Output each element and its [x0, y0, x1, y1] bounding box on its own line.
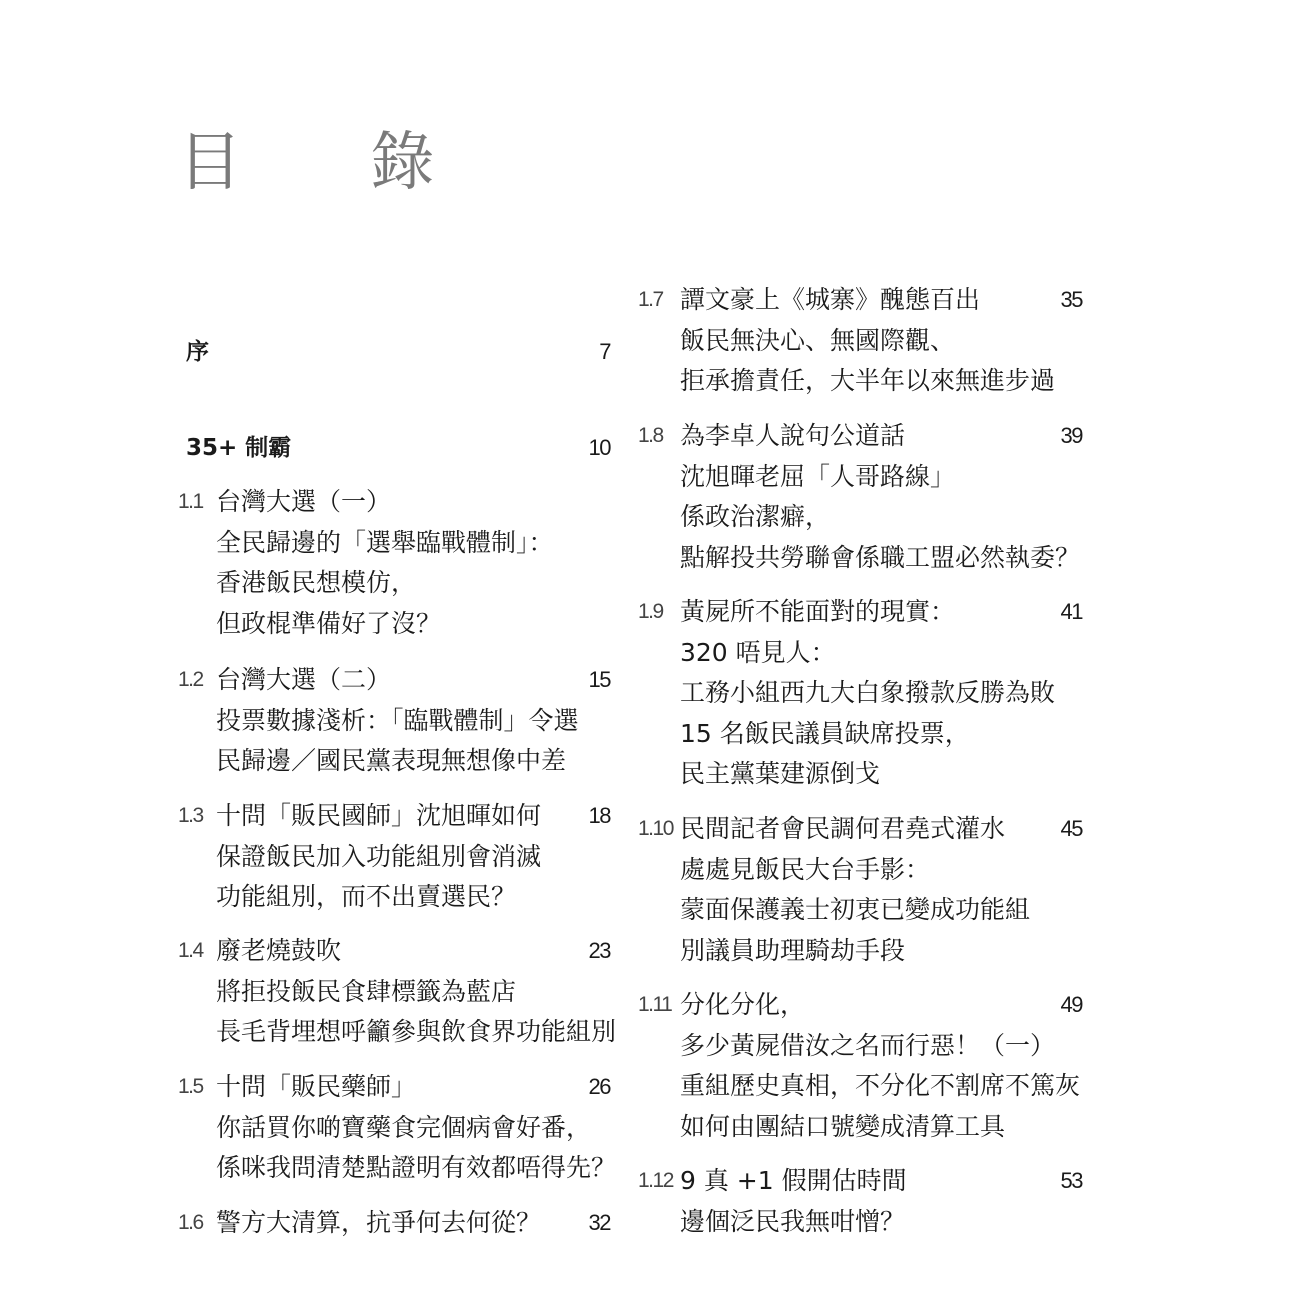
- entry-title-line: 你話買你啲寶藥食完個病會好番，: [216, 1112, 592, 1142]
- toc-line: [638, 809, 1090, 850]
- toc-entry[interactable]: [178, 796, 618, 918]
- entry-number: 1.9: [638, 600, 663, 623]
- toc-line: [178, 931, 618, 972]
- entry-number: 1.3: [178, 804, 203, 827]
- entry-number: 1.4: [178, 939, 203, 962]
- toc-entry[interactable]: [178, 660, 618, 782]
- toc-entry[interactable]: [638, 1161, 1090, 1242]
- entry-number: 1.2: [178, 668, 203, 691]
- entry-title-line: 十問「販民國師」沈旭暉如何: [216, 801, 542, 830]
- toc-line: [178, 796, 618, 837]
- page-number: 45: [1060, 816, 1082, 841]
- toc-line: [638, 633, 1090, 674]
- entry-title-line: 將拒投飯民食肆標籤為藍店: [216, 976, 517, 1006]
- toc-line: [638, 1202, 1090, 1243]
- page-number: 32: [588, 1210, 610, 1235]
- toc-line: [638, 592, 1090, 633]
- entry-number: 1.12: [638, 1169, 673, 1192]
- toc-line: [178, 1108, 618, 1149]
- toc-section[interactable]: [178, 332, 618, 373]
- toc-line: [638, 497, 1090, 538]
- page-number: 41: [1060, 599, 1082, 624]
- entry-title-line: 係政治潔癖，: [680, 502, 831, 531]
- toc-line: [178, 1012, 618, 1053]
- entry-title-line: 黃屍所不能面對的現實：: [680, 597, 956, 626]
- entry-title-line: 十問「販民藥師」: [216, 1072, 417, 1101]
- toc-entry[interactable]: [638, 592, 1090, 795]
- entry-title-line: 係咪我問清楚點證明有效都唔得先？: [216, 1153, 617, 1182]
- toc-entry[interactable]: [638, 985, 1090, 1147]
- page-number: 39: [1060, 423, 1082, 448]
- entry-title-line: 點解投共勞聯會係職工盟必然執委？: [680, 542, 1081, 572]
- entry-title-line: 320 唔見人：: [680, 637, 836, 667]
- entry-title-line: 全民歸邊的「選舉臨戰體制」：: [216, 527, 554, 557]
- toc-line: [638, 714, 1090, 755]
- toc-line: [638, 280, 1090, 321]
- entry-title-line: 15 名飯民議員缺席投票，: [680, 718, 970, 748]
- entry-title-line: 如何由團結口號變成清算工具: [680, 1111, 1006, 1141]
- entry-title-line: 蒙面保護義士初衷已變成功能組: [680, 895, 1031, 924]
- toc-entry[interactable]: [638, 809, 1090, 971]
- entry-title-line: 警方大清算，抗爭何去何從？: [216, 1208, 542, 1237]
- entry-title-line: 別議員助理騎劫手段: [680, 935, 906, 965]
- toc-line: [638, 1026, 1090, 1067]
- toc-line: [178, 604, 618, 645]
- entry-title-line: 民間記者會民調何君堯式灌水: [680, 814, 1006, 843]
- toc-line: [178, 701, 618, 742]
- toc-line: [638, 538, 1090, 579]
- toc-line: [638, 673, 1090, 714]
- page-number: 35: [1060, 287, 1082, 312]
- entry-number: 1.8: [638, 424, 663, 447]
- toc-line: [178, 741, 618, 782]
- entry-title-line: 35+ 制霸: [186, 435, 292, 461]
- toc-line: [178, 877, 618, 918]
- entry-number: 1.10: [638, 817, 673, 840]
- page-number: 7: [599, 339, 610, 364]
- toc-line: [638, 850, 1090, 891]
- entry-title-line: 香港飯民想模仿，: [216, 568, 417, 597]
- toc-line: [638, 321, 1090, 362]
- entry-number: 1.11: [638, 993, 672, 1016]
- entry-title-line: 功能組別，而不出賣選民？: [216, 882, 517, 911]
- page-number: 15: [588, 667, 610, 692]
- toc-line: [638, 754, 1090, 795]
- toc-line: [178, 1067, 618, 1108]
- entry-title-line: 台灣大選（一）: [216, 487, 392, 516]
- entry-number: 1.6: [178, 1211, 203, 1234]
- entry-number: 1.7: [638, 288, 663, 311]
- entry-title-line: 保證飯民加入功能組別會消滅: [216, 841, 542, 871]
- entry-title-line: 拒承擔責任，大半年以來無進步過: [680, 366, 1056, 395]
- page-number: 49: [1060, 992, 1082, 1017]
- entry-title-line: 民主黨葉建源倒戈: [680, 759, 881, 788]
- entry-title-line: 飯民無決心、無國際觀、: [680, 325, 956, 355]
- toc-line: [638, 931, 1090, 972]
- toc-line: [178, 563, 618, 604]
- entry-title-line: 台灣大選（二）: [216, 665, 392, 694]
- entry-title-line: 分化分化，: [680, 990, 806, 1019]
- entry-title-line: 民歸邊／國民黨表現無想像中差: [216, 746, 567, 775]
- toc-line: [178, 428, 618, 469]
- toc-line: [638, 985, 1090, 1026]
- toc-line: [638, 1066, 1090, 1107]
- toc-entry[interactable]: [638, 280, 1090, 402]
- entry-title-line: 處處見飯民大台手影：: [680, 854, 931, 884]
- toc-line: [638, 1107, 1090, 1148]
- entry-title-line: 投票數據淺析：「臨戰體制」令選: [216, 705, 579, 735]
- toc-entry[interactable]: [178, 482, 618, 644]
- entry-title-line: 為李卓人說句公道話: [680, 421, 906, 450]
- page-number: 18: [588, 803, 610, 828]
- toc-line: [178, 837, 618, 878]
- entry-title-line: 序: [186, 339, 209, 365]
- page-number: 23: [588, 938, 610, 963]
- entry-number: 1.1: [178, 490, 203, 513]
- entry-title-line: 長毛背埋想呼籲參與飲食界功能組別: [216, 1017, 617, 1046]
- page-title: 目 錄: [178, 126, 489, 200]
- toc-line: [178, 972, 618, 1013]
- toc-entry[interactable]: [178, 1067, 618, 1189]
- entry-title-line: 廢老燒鼓吹: [216, 936, 342, 965]
- page-number: 53: [1060, 1168, 1082, 1193]
- entry-title-line: 9 真 +1 假開估時間: [680, 1166, 907, 1195]
- toc-line: [638, 361, 1090, 402]
- toc-line: [178, 523, 618, 564]
- entry-title-line: 邊個泛民我無咁憎？: [680, 1206, 906, 1236]
- toc-entry[interactable]: [178, 1203, 618, 1244]
- toc-line: [178, 1203, 618, 1244]
- page-number: 26: [588, 1074, 610, 1099]
- entry-title-line: 沈旭暉老屈「人哥路線」: [680, 461, 956, 491]
- toc-entry[interactable]: [638, 416, 1090, 578]
- toc-line: [178, 660, 618, 701]
- toc-line: [178, 482, 618, 523]
- entry-title-line: 但政棍準備好了沒？: [216, 608, 442, 638]
- toc-line: [178, 332, 618, 373]
- toc-section[interactable]: [178, 428, 618, 469]
- toc-entry[interactable]: [178, 931, 618, 1053]
- entry-title-line: 多少黃屍借汝之名而行惡！（一）: [680, 1030, 1056, 1060]
- toc-line: [638, 1161, 1090, 1202]
- page-number: 10: [588, 435, 610, 460]
- toc-line: [178, 1148, 618, 1189]
- entry-title-line: 譚文豪上《城寨》醜態百出: [680, 285, 981, 314]
- entry-number: 1.5: [178, 1075, 203, 1098]
- entry-title-line: 工務小組西九大白象撥款反勝為敗: [680, 678, 1056, 707]
- toc-line: [638, 457, 1090, 498]
- toc-line: [638, 416, 1090, 457]
- toc-line: [638, 890, 1090, 931]
- entry-title-line: 重組歷史真相，不分化不割席不篤灰: [680, 1071, 1081, 1100]
